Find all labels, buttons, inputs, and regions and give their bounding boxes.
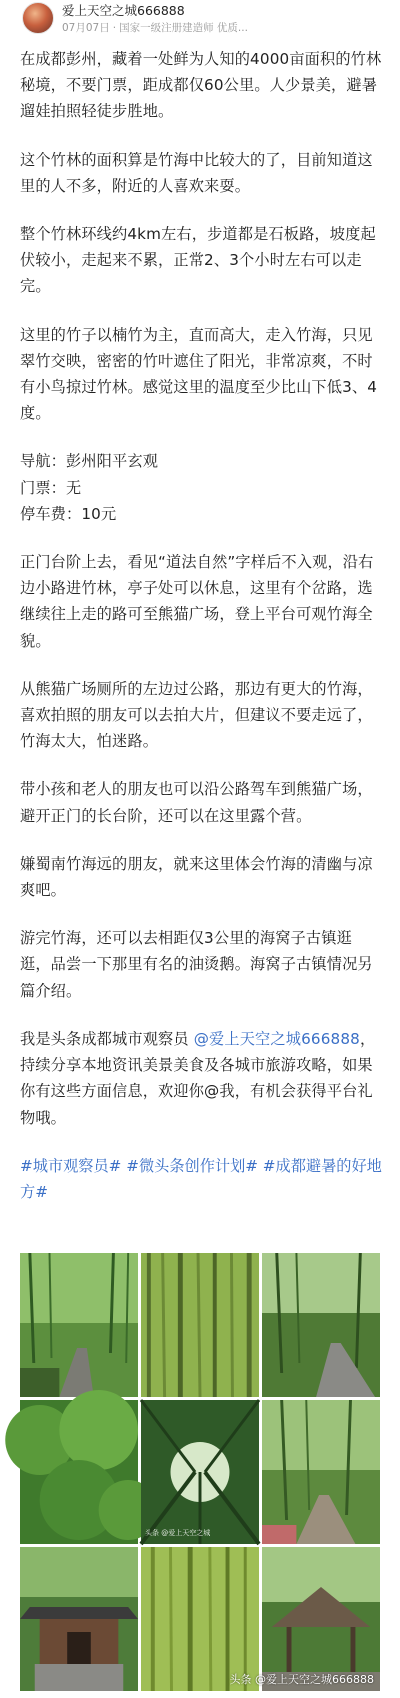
paragraph: 从熊猫广场厕所的左边过公路，那边有更大的竹海，喜欢拍照的朋友可以去拍大片，但建议不要走远了，竹海太大，怕迷路。 bbox=[20, 679, 373, 751]
photo-bamboo-trunks[interactable] bbox=[141, 1253, 259, 1397]
author-name[interactable]: 爱上天空之城666888 bbox=[62, 3, 185, 18]
paragraph: 正门台阶上去，看见“道法自然”字样后不入观，沿右边小路进竹林，亭子处可以休息，这里有个岔路，选继续往上走的路可至熊猫广场，登上平台可观竹海全貌。 bbox=[20, 553, 374, 650]
author-avatar[interactable] bbox=[22, 2, 54, 34]
photo-small-watermark: 头条 @爱上天空之城 bbox=[145, 1529, 211, 1537]
signature-paragraph bbox=[20, 1026, 382, 1131]
ticket-info: 门票：无 bbox=[20, 478, 82, 497]
paragraph: 在成都彭州，藏着一处鲜为人知的4000亩面积的竹林秘境，不要门票，距成都仅60公里。人少景美，避暑遛娃拍照轻徒步胜地。 bbox=[20, 50, 382, 121]
paragraph: 嫌蜀南竹海远的朋友，就来这里体会竹海的清幽与凉爽吧。 bbox=[20, 854, 373, 900]
signature-rest: ，持续分享本地资讯美景美食及各城市旅游攻略，如果你有这些方面信息，欢迎你@我，有机会获得平台礼物哦。 bbox=[20, 1029, 376, 1127]
photo-watermark: 头条 @爱上天空之城666888 bbox=[229, 1673, 374, 1686]
paragraph: 带小孩和老人的朋友也可以沿公路驾车到熊猫广场，避开正门的长台阶，还可以在这里露个营。 bbox=[20, 780, 373, 825]
author-title: 国家一级注册建造师 优质... bbox=[119, 22, 248, 34]
photo-pavilion[interactable] bbox=[229, 1547, 380, 1691]
photo-grid bbox=[20, 1253, 380, 1691]
post-date: 07月07日 bbox=[62, 22, 110, 34]
paragraph: 整个竹林环线约4km左右，步道都是石板路，坡度起伏较小，走起来不累，正常2、3个小时左右可以走完。 bbox=[20, 225, 376, 296]
paragraph: 游完竹海，还可以去相距仅3公里的海窝子古镇逛逛，品尝一下那里有名的油烫鹅。海窝子古镇情况另篇介绍。 bbox=[20, 929, 373, 1000]
photo-bamboo-grove[interactable] bbox=[141, 1547, 259, 1691]
signature-prefix: 我是头条成都城市观察员 bbox=[20, 1029, 194, 1048]
navigation-info: 导航：彭州阳平玄观 bbox=[20, 452, 159, 471]
photo-temple-gate[interactable] bbox=[20, 1547, 138, 1691]
photo-bamboo-path[interactable] bbox=[20, 1253, 138, 1397]
paragraph: 这里的竹子以楠竹为主，直而高大，走入竹海，只见翠竹交映，密密的竹叶遮住了阳光，非常凉爽，不时有小鸟掠过竹林。感觉这里的温度至少比山下低3、4度。 bbox=[20, 325, 378, 423]
photo-bamboo-canopy[interactable] bbox=[20, 1400, 138, 1544]
hashtags[interactable]: #城市观察员# #微头条创作计划# #成都避暑的好地方# bbox=[20, 1156, 382, 1201]
post-header bbox=[0, 0, 400, 40]
meta-separator: · bbox=[112, 22, 117, 34]
photo-bamboo-road[interactable] bbox=[262, 1253, 380, 1397]
photo-bamboo-trail[interactable] bbox=[262, 1400, 380, 1544]
photo-bamboo-sky[interactable] bbox=[141, 1400, 259, 1544]
info-block bbox=[20, 448, 382, 527]
post-meta bbox=[62, 20, 248, 35]
parking-info: 停车费：10元 bbox=[20, 504, 117, 523]
post-body bbox=[20, 46, 382, 1205]
author-mention-link[interactable]: @爱上天空之城666888 bbox=[193, 1029, 360, 1048]
paragraph: 这个竹林的面积算是竹海中比较大的了，目前知道这里的人不多，附近的人喜欢来耍。 bbox=[20, 150, 373, 195]
